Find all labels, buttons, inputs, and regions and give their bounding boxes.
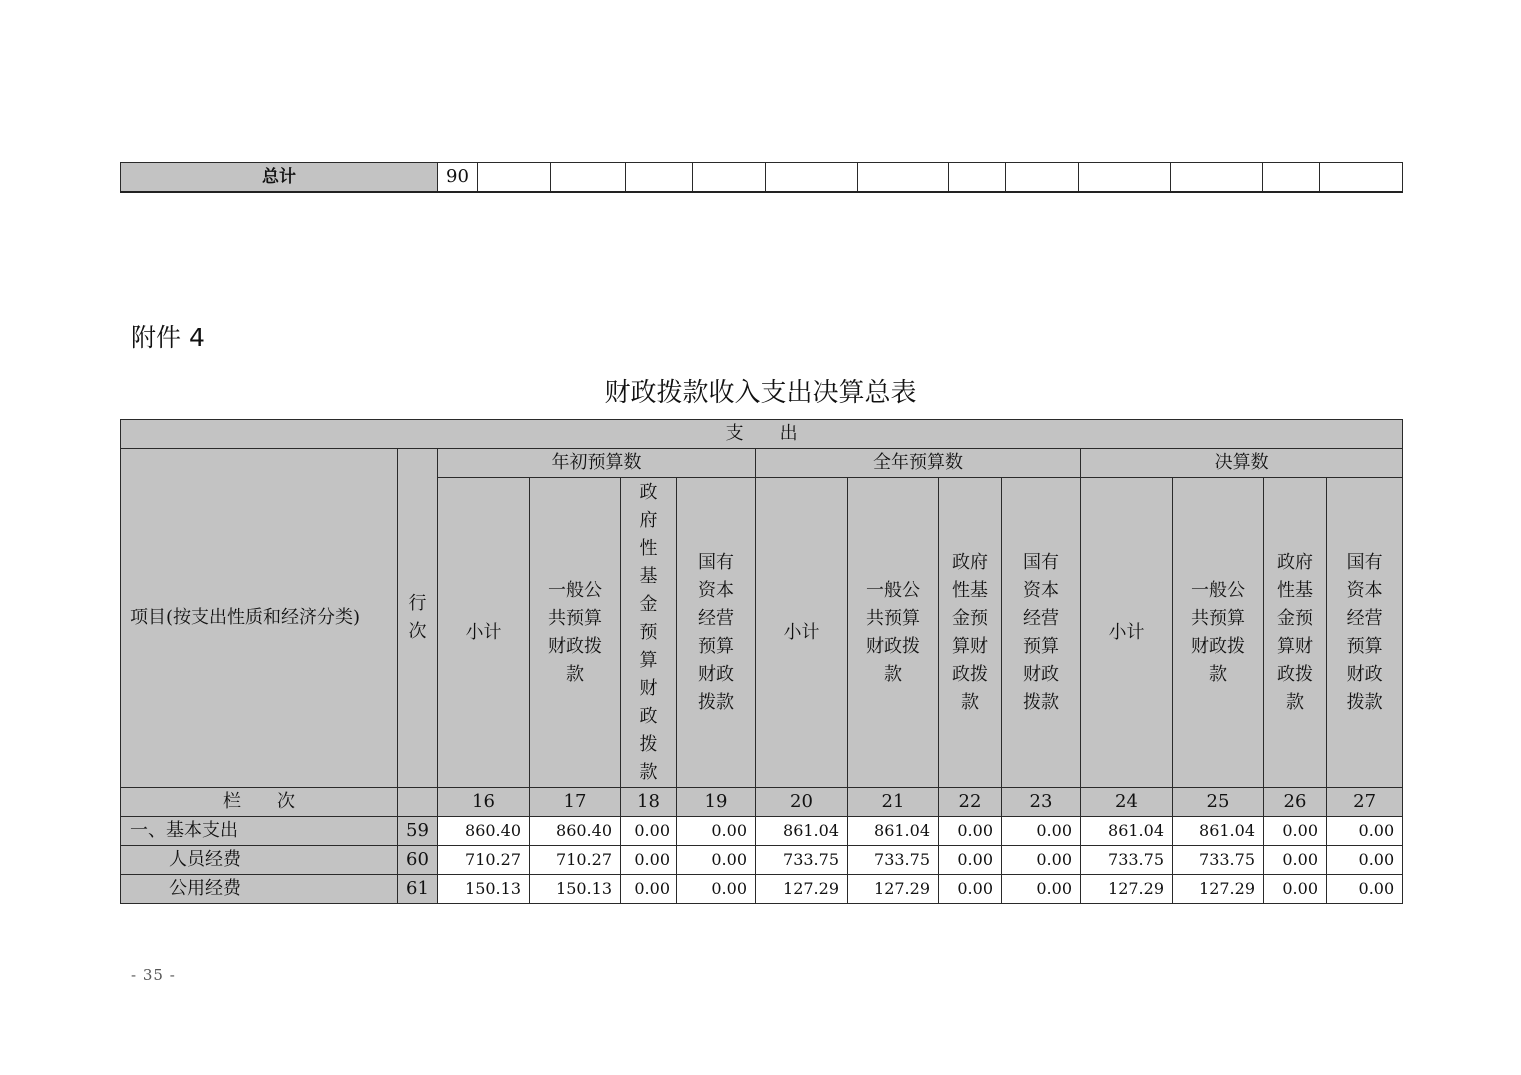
cell-value: 0.00 [939, 875, 1002, 904]
total-row-number: 90 [438, 163, 478, 193]
col-subtotal-initial: 小计 [438, 478, 530, 788]
table-row [121, 846, 1403, 875]
row-number: 60 [398, 846, 438, 875]
row-label: 人员经费 [121, 846, 398, 875]
cell-value: 860.40 [530, 817, 621, 846]
cell-value: 0.00 [1327, 846, 1403, 875]
column-index-row [121, 788, 1403, 817]
cell-value: 0.00 [1002, 817, 1081, 846]
total-row [121, 163, 1403, 193]
cell-value: 0.00 [1002, 846, 1081, 875]
group-full-year-budget: 全年预算数 [756, 449, 1081, 478]
cell-value: 0.00 [677, 846, 756, 875]
col-state-capital-initial: 国有 资本 经营 预算 财政 拨款 [677, 478, 756, 788]
page-title: 财政拨款收入支出决算总表 [604, 378, 917, 408]
cell-value: 150.13 [438, 875, 530, 904]
cell-value: 861.04 [1081, 817, 1173, 846]
cell-value: 127.29 [756, 875, 848, 904]
cell-value: 0.00 [1327, 875, 1403, 904]
cell-value: 861.04 [1173, 817, 1264, 846]
cell-value: 127.29 [1173, 875, 1264, 904]
cell-value: 127.29 [1081, 875, 1173, 904]
item-header: 项目(按支出性质和经济分类) [121, 449, 398, 788]
cell-value: 0.00 [1327, 817, 1403, 846]
expenditure-header: 支 出 [121, 420, 1403, 449]
column-number: 24 [1081, 788, 1173, 817]
cell-value: 733.75 [1173, 846, 1264, 875]
total-label: 总计 [121, 163, 438, 193]
cell-value: 861.04 [756, 817, 848, 846]
col-general-public-final: 一般公 共预算 财政拨 款 [1173, 478, 1264, 788]
column-number: 26 [1264, 788, 1327, 817]
col-general-public-full-year: 一般公 共预算 财政拨 款 [848, 478, 939, 788]
col-subtotal-final: 小计 [1081, 478, 1173, 788]
page-number: - 35 - [131, 966, 176, 984]
cell-value: 0.00 [621, 875, 677, 904]
col-gov-fund-final: 政府 性基 金预 算财 政拨 款 [1264, 478, 1327, 788]
cell-value: 733.75 [756, 846, 848, 875]
column-number: 25 [1173, 788, 1264, 817]
col-subtotal-full-year: 小计 [756, 478, 848, 788]
cell-value: 0.00 [939, 846, 1002, 875]
cell-value: 0.00 [621, 846, 677, 875]
row-label: 一、基本支出 [121, 817, 398, 846]
col-general-public-initial: 一般公 共预算 财政拨 款 [530, 478, 621, 788]
cell-value: 0.00 [677, 817, 756, 846]
cell-value: 733.75 [848, 846, 939, 875]
cell-value: 710.27 [530, 846, 621, 875]
column-number: 17 [530, 788, 621, 817]
column-number: 20 [756, 788, 848, 817]
column-number: 27 [1327, 788, 1403, 817]
cell-value: 710.27 [438, 846, 530, 875]
column-number: 18 [621, 788, 677, 817]
column-number: 19 [677, 788, 756, 817]
row-label: 公用经费 [121, 875, 398, 904]
cell-value: 861.04 [848, 817, 939, 846]
cell-value: 733.75 [1081, 846, 1173, 875]
cell-value: 0.00 [677, 875, 756, 904]
cell-value: 0.00 [1264, 875, 1327, 904]
row-number-header: 行 次 [398, 449, 438, 788]
header-row-groups [121, 449, 1403, 478]
row-number: 61 [398, 875, 438, 904]
column-number: 21 [848, 788, 939, 817]
cell-value: 127.29 [848, 875, 939, 904]
cell-value: 0.00 [939, 817, 1002, 846]
cell-value: 0.00 [1002, 875, 1081, 904]
attachment-label: 附件 4 [131, 323, 205, 352]
col-gov-fund-full-year: 政府 性基 金预 算财 政拨 款 [939, 478, 1002, 788]
col-gov-fund-initial: 政 府 性 基 金 预 算 财 政 拨 款 [621, 478, 677, 788]
group-final-accounts: 决算数 [1081, 449, 1403, 478]
previous-table-total [120, 162, 1403, 193]
row-number: 59 [398, 817, 438, 846]
cell-value: 860.40 [438, 817, 530, 846]
cell-value: 0.00 [1264, 846, 1327, 875]
column-index-label: 栏 次 [121, 788, 398, 817]
column-number: 16 [438, 788, 530, 817]
group-initial-budget: 年初预算数 [438, 449, 756, 478]
cell-value: 150.13 [530, 875, 621, 904]
col-state-capital-final: 国有 资本 经营 预算 财政 拨款 [1327, 478, 1403, 788]
col-state-capital-full-year: 国有 资本 经营 预算 财政 拨款 [1002, 478, 1081, 788]
column-number: 22 [939, 788, 1002, 817]
table-row [121, 875, 1403, 904]
header-row-expenditure [121, 420, 1403, 449]
appropriation-table [120, 419, 1403, 904]
column-number: 23 [1002, 788, 1081, 817]
cell-value: 0.00 [1264, 817, 1327, 846]
cell-value: 0.00 [621, 817, 677, 846]
table-row [121, 817, 1403, 846]
